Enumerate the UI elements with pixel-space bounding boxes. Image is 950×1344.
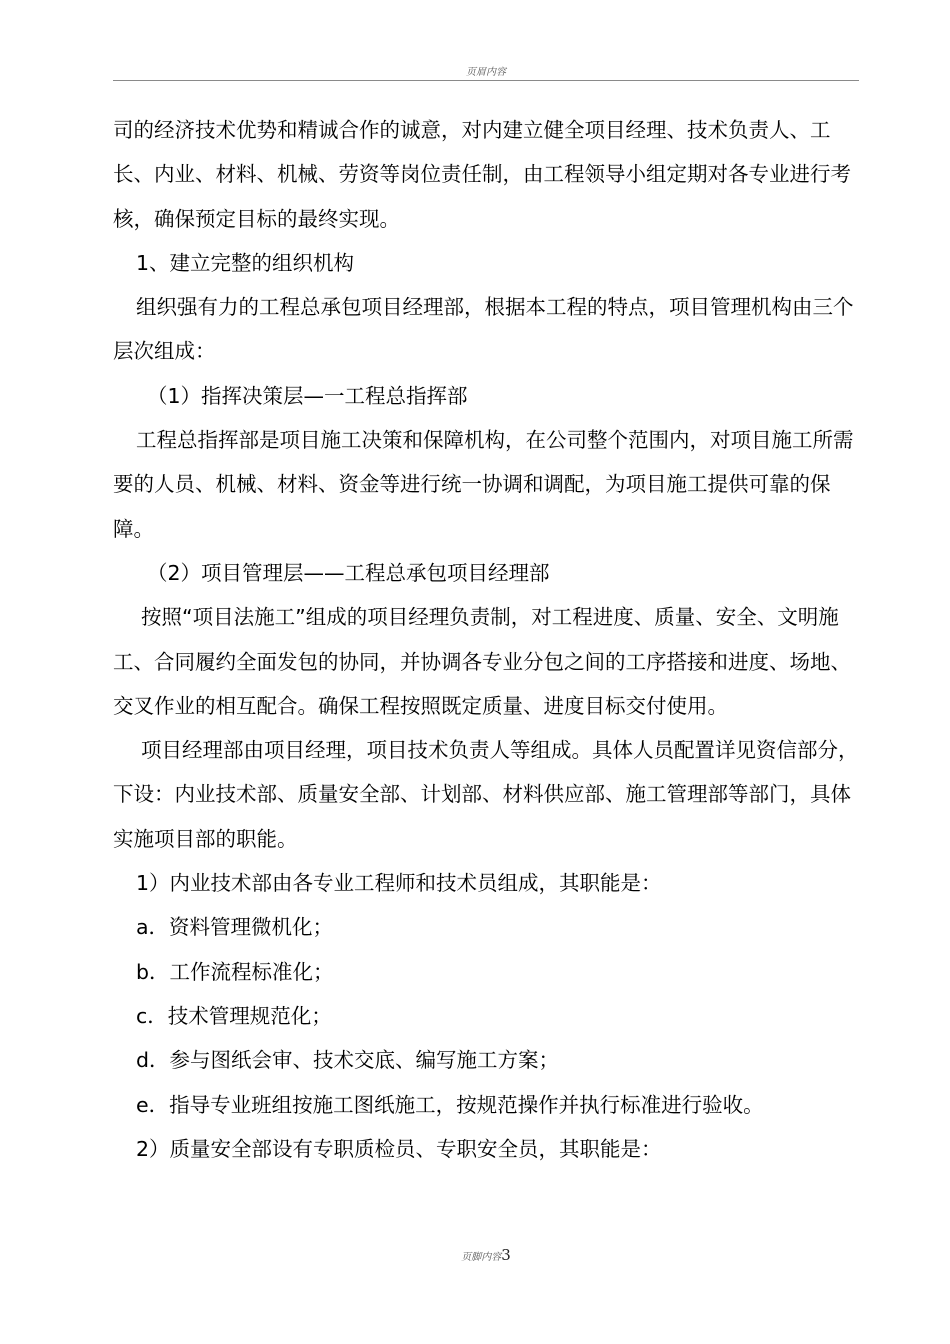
list-item-tech-dept: 1）内业技术部由各专业工程师和技术员组成，其职能是：	[136, 871, 662, 896]
subheading-management-level: （2）项目管理层——工程总承包项目经理部	[147, 560, 550, 585]
page-footer	[113, 1245, 859, 1268]
paragraph-continuation: 司的经济技术优势和精诚合作的诚意，对内建立健全项目经理、技术负责人、工长、内业、材料、机械、劳资等岗位责任制，由工程领导小组定期对各专业进行考核，确保预定目标的最终实现。	[113, 118, 851, 231]
list-item-e: e．指导专业班组按施工图纸施工，按规范操作并执行标准进行验收。	[136, 1092, 764, 1117]
paragraph-organization-intro: 组织强有力的工程总承包项目经理部，根据本工程的特点，项目管理机构由三个层次组成：	[113, 295, 854, 364]
list-item-d: d．参与图纸会审、技术交底、编写施工方案；	[136, 1048, 560, 1073]
document-body	[113, 108, 863, 1171]
header-divider	[113, 80, 859, 81]
list-item-c: c．技术管理规范化；	[136, 1003, 332, 1028]
list-item-quality-dept: 2）质量安全部设有专职质检员、专职安全员，其职能是：	[136, 1136, 662, 1161]
page-number: 3	[501, 1246, 511, 1264]
paragraph-project-department: 项目经理部由项目经理，项目技术负责人等组成。具体人员配置详见资信部分，下设：内业技术部、质量安全部、计划部、材料供应部、施工管理部等部门，具体实施项目部的职能。	[113, 738, 859, 851]
subheading-command-level: （1）指挥决策层—一工程总指挥部	[147, 383, 468, 408]
paragraph-management-level: 按照“项目法施工”组成的项目经理负责制，对工程进度、质量、安全、文明施工、合同履约全面发包的协同，并协调各专业分包之间的工序搭接和进度、场地、交叉作业的相互配合。确保工程按照既定质量、进度目标交付使用。	[113, 605, 851, 718]
section-heading-organization: 1、建立完整的组织机构	[136, 250, 355, 275]
page-header: 页眉内容	[466, 67, 506, 78]
paragraph-command-level: 工程总指挥部是项目施工决策和保障机构，在公司整个范围内，对项目施工所需要的人员、机械、材料、资金等进行统一协调和调配，为项目施工提供可靠的保障。	[113, 428, 854, 541]
list-item-a: a．资料管理微机化；	[136, 915, 334, 940]
footer-label: 页脚内容	[461, 1252, 502, 1263]
list-item-b: b．工作流程标准化；	[136, 959, 334, 984]
